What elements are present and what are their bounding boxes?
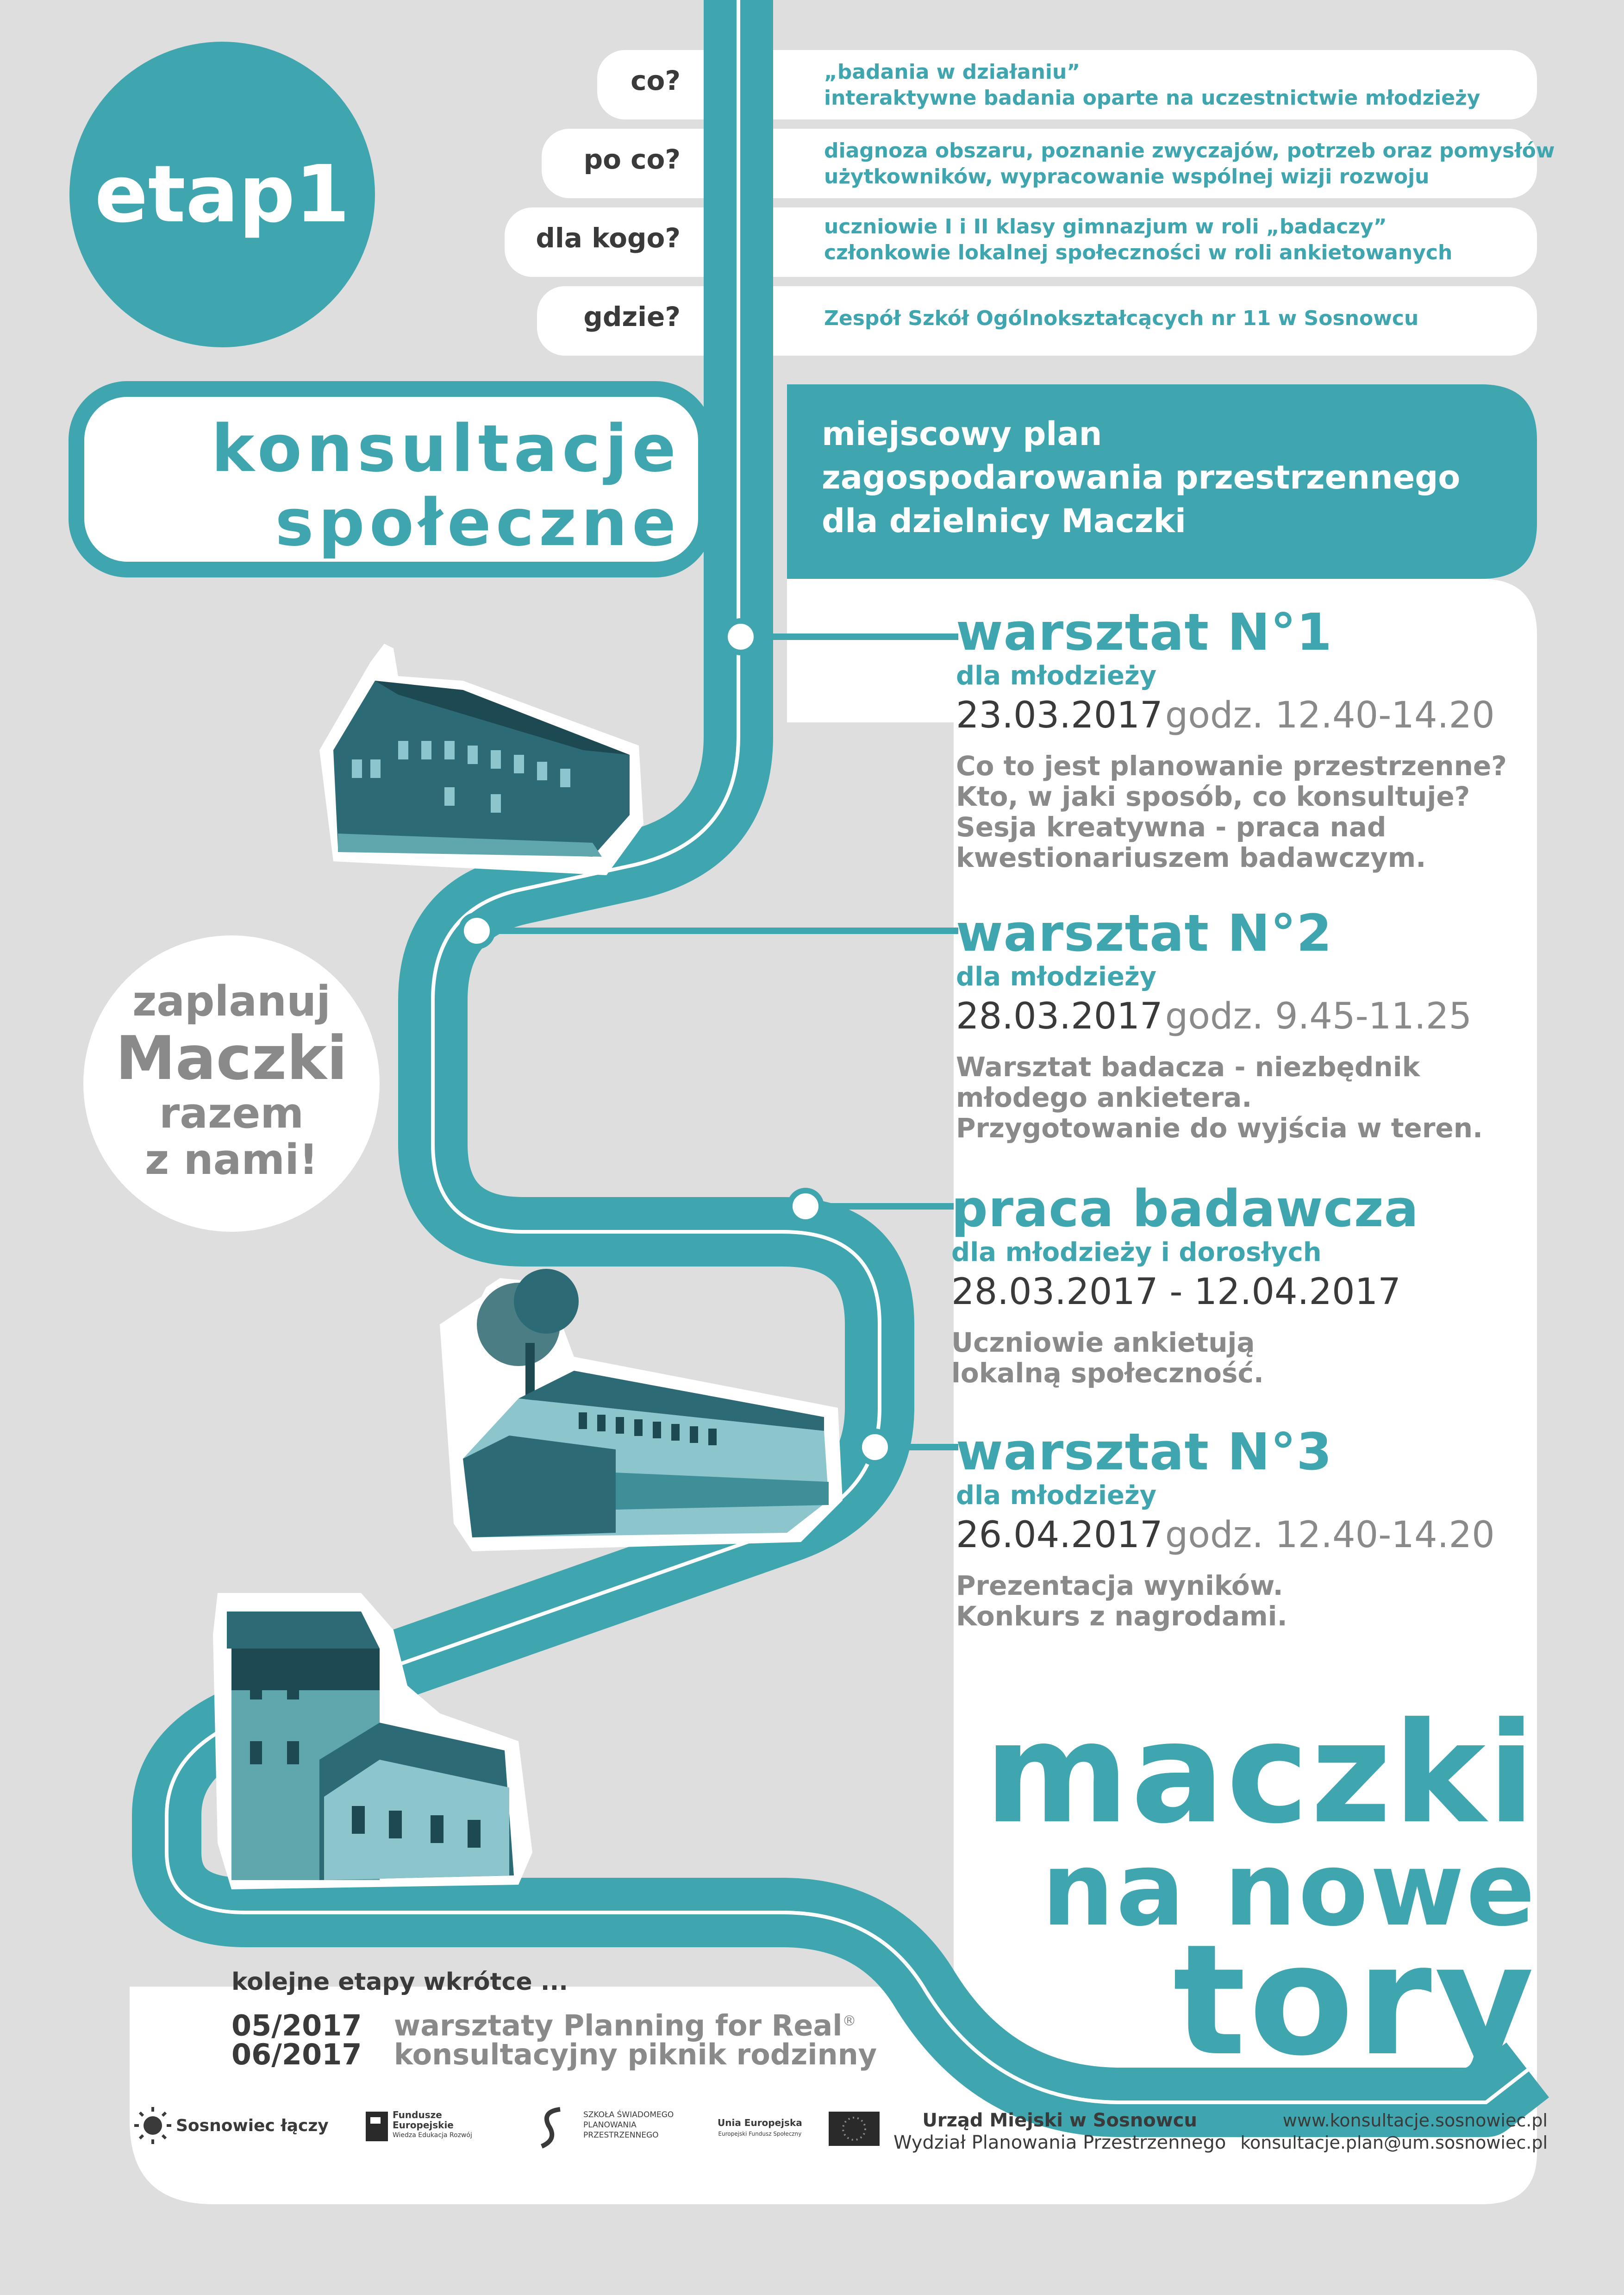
consult-title-line: społeczne [275,485,681,561]
event-description [956,751,1507,873]
event-description [956,1052,1483,1143]
building-photo-2 [440,1269,843,1551]
footer-logo-line: Wiedza Edukacja Rozwój [393,2132,472,2139]
event-time: godz. 9.45-11.25 [1165,996,1472,1037]
faq-question-where: gdzie? [583,301,681,332]
stage-label: etap1 [94,149,350,240]
event-date: 23.03.2017 [956,695,1163,736]
footer-logo-school [583,2110,674,2140]
event-workshop-1 [956,602,1507,873]
event-title: warsztat N°2 [956,903,1332,963]
event-audience: dla młodzieży [956,661,1157,691]
next-stage-text: konsultacyjny piknik rodzinny [394,2038,877,2071]
faq-answer-what [824,59,1480,111]
registered-mark: ® [842,2013,856,2029]
event-date: 28.03.2017 [956,996,1163,1037]
footer-logo-line: Europejskie [393,2119,454,2131]
event-when [956,690,1507,751]
next-stage-2 [231,2038,877,2071]
footer-office [893,2109,1226,2154]
event-description-line: kwestionariuszem badawczym. [956,842,1426,873]
headline-line-1: maczki [984,1693,1537,1854]
faq-answer-line: diagnoza obszaru, poznanie zwyczajów, potrzeb oraz pomysłów [824,139,1555,163]
faq-answer-line: „badania w działaniu” [824,60,1081,84]
footer-logo-line: PLANOWANIA [583,2120,637,2130]
event-description-line: Przygotowanie do wyjścia w teren. [956,1112,1483,1144]
footer-logo-eu-funds [393,2110,472,2140]
footer-website-link[interactable]: www.konsultacje.sosnowiec.pl [1282,2110,1548,2131]
consult-title-line: konsultacje [211,411,681,487]
eu-funds-icon [366,2112,388,2141]
eu-flag-icon [829,2112,880,2146]
event-audience: dla młodzieży [956,1480,1157,1511]
footer-logo-line: Fundusze [393,2109,442,2120]
next-stages-intro: kolejne etapy wkrótce ... [231,1968,568,1996]
footer-logo-line: Unia Europejska [718,2117,802,2128]
footer-email-link[interactable]: konsultacje.plan@um.sosnowiec.pl [1240,2132,1548,2153]
slogan-line: razem [159,1089,304,1138]
event-title: praca badawcza [951,1179,1419,1238]
event-audience: dla młodzieży i dorosłych [951,1237,1322,1267]
faq-answer-line: interaktywne badania oparte na uczestnictwie młodzieży [824,86,1480,110]
headline-line-3: tory [1173,1912,1537,2089]
faq-answer-line: uczniowie I i II klasy gimnazjum w roli „badaczy” [824,215,1387,238]
building-photo-1 [319,644,643,875]
faq-answer-line: członkowie lokalnej społeczności w roli ankietowanych [824,241,1453,264]
next-stage-date: 06/2017 [231,2038,362,2071]
faq-answer-where [824,306,1418,332]
footer-logo-line: PRZESTRZENNEGO [583,2131,659,2140]
faq-answer-line: użytkowników, wypracowanie wspólnej wizji rozwoju [824,165,1430,188]
faq-answer-why [824,138,1555,190]
plan-title [822,412,1460,543]
footer-logo-sosnowiec: Sosnowiec łączy [176,2116,329,2135]
event-title: warsztat N°3 [956,1422,1332,1481]
consult-title [116,412,681,560]
event-description-line: Sesja kreatywna - praca nad [956,811,1387,843]
faq-question-why: po co? [583,144,681,175]
plan-title-line: dla dzielnicy Maczki [822,502,1187,540]
event-description-line: lokalną społeczność. [951,1357,1264,1389]
event-when [951,1267,1419,1327]
plan-title-line: zagospodarowania przestrzennego [822,458,1461,496]
event-time: godz. 12.40-14.20 [1165,1514,1495,1556]
event-date: 26.04.2017 [956,1514,1163,1556]
slogan-line: zaplanuj [132,977,331,1026]
event-description-line: Konkurs z nagrodami. [956,1600,1287,1632]
event-when [956,991,1483,1052]
slogan-line: Maczki [115,1023,348,1093]
event-description-line: Uczniowie ankietują [951,1327,1255,1358]
event-description-line: Co to jest planowanie przestrzenne? [956,750,1507,782]
faq-answer-for-whom [824,214,1452,266]
footer-office-dept: Wydział Planowania Przestrzennego [893,2132,1226,2153]
event-description [951,1327,1419,1388]
event-description-line: Prezentacja wyników. [956,1570,1283,1601]
next-stage-1 [231,2005,856,2042]
event-description [956,1570,1495,1631]
connector-3 [790,1191,954,1222]
event-description-line: młodego ankietera. [956,1082,1252,1113]
footer-office-name: Urząd Miejski w Sosnowcu [922,2110,1197,2131]
event-workshop-3 [956,1422,1495,1631]
event-description-line: Kto, w jaki sposób, co konsultuje? [956,781,1470,812]
slogan-line: z nami! [144,1135,319,1184]
event-time: godz. 12.40-14.20 [1165,695,1495,736]
footer-logo-line: SZKOŁA ŚWIADOMEGO [583,2110,674,2119]
footer-contact [1240,2109,1548,2154]
event-workshop-2 [956,903,1483,1143]
plan-title-line: miejscowy plan [822,415,1102,453]
next-stage-text: warsztaty Planning for Real [394,2008,843,2043]
event-when [956,1510,1495,1570]
event-description-line: Warsztat badacza - niezbędnik [956,1051,1420,1083]
faq-question-for-whom: dla kogo? [536,222,681,254]
event-research [951,1179,1419,1388]
footer-logo-eu [718,2117,802,2139]
faq-question-what: co? [631,65,681,96]
event-audience: dla młodzieży [956,962,1157,992]
headline-line-2: na nowe [1042,1830,1537,1949]
event-date: 28.03.2017 - 12.04.2017 [951,1271,1401,1313]
faq-answer-line: Zespół Szkół Ogólnokształcących nr 11 w Sosnowcu [824,307,1419,330]
next-stage-date: 05/2017 [231,2008,362,2043]
footer-logo-line: Europejski Fundusz Społeczny [718,2131,802,2137]
slogan [83,977,380,1183]
event-title: warsztat N°1 [956,602,1332,662]
